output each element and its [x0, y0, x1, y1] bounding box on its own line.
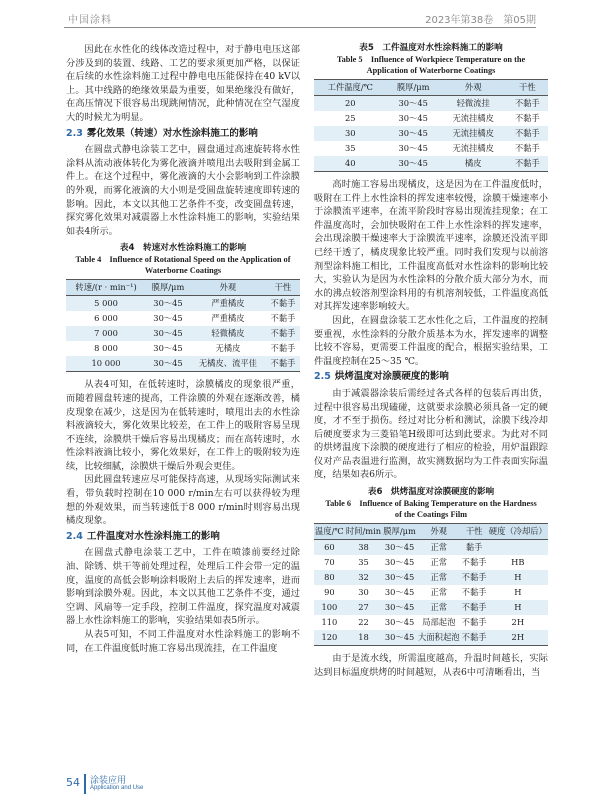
table-cell: 30～45 [398, 143, 428, 153]
paragraph: 由于是流水线，所需温度越高，升温时间越长，实际达到目标温度烘烤的时间越短，从表6中可清晰看出，当 [314, 653, 548, 678]
table-cell: 30～45 [153, 313, 183, 324]
table-cell: 不黏手 [270, 313, 296, 324]
table-cell: 30～45 [384, 587, 415, 598]
table-cell: 80 [314, 570, 345, 585]
table-row [314, 630, 548, 646]
left-column [66, 43, 300, 655]
table-header-cell: 外观 [440, 80, 507, 96]
table-cell: 30～45 [382, 570, 417, 585]
table-cell: 2H [511, 617, 525, 628]
table-row [314, 585, 548, 600]
table-row [66, 311, 300, 326]
table-cell: 8 000 [94, 343, 118, 354]
table-cell: 橘皮 [440, 156, 507, 172]
paragraph: 在圆盘式静电涂装工艺中，圆盘通过高速旋转将水性涂料从流动液体转化为雾化液滴并喷甩出去吸附到金属工件上。在这个过程中，雾化液滴的大小会影响到工件涂膜的外观，而雾化液滴的大小则是受圆盘旋转速度即转速的影响。因此，本文以其他工艺条件不变，改变圆盘转速，探究雾化效果对减震器上水性涂料施工的影响，实验结果如表4所示。 [66, 144, 300, 237]
table-cell: H [488, 600, 548, 615]
table-header-cell: 温度/℃ [314, 524, 345, 540]
table-cell: 35 [345, 143, 356, 153]
table-cell: 90 [324, 587, 335, 598]
table-cell: 7 000 [66, 326, 146, 341]
table-cell: 120 [314, 630, 345, 646]
table-cell: 不黏手 [266, 296, 300, 312]
table-row [314, 111, 548, 126]
table-header-cell: 硬度（冷却后） [488, 524, 548, 540]
table-cell: 不黏手 [266, 326, 300, 341]
table-cell: 不黏手 [461, 600, 488, 615]
table-row [314, 96, 548, 112]
table-cell: 轻微橘皮 [190, 326, 266, 341]
table-caption-cn: 表4 转速对水性涂料施工的影响 [119, 243, 247, 254]
table-cell: 100 [314, 600, 345, 615]
table-cell: 不黏手 [461, 587, 487, 598]
table-cell: 严重橘皮 [190, 296, 266, 312]
section-number: 2.5 [314, 371, 331, 383]
table-cell: 40 [314, 156, 387, 172]
table-cell: 38 [345, 540, 382, 556]
table-4-caption [66, 243, 300, 276]
table-caption-en: of the Coatings Film [394, 510, 468, 520]
table-cell: 18 [345, 630, 382, 646]
table-row [314, 141, 548, 156]
page-header [0, 0, 600, 28]
footer-divider [84, 774, 86, 794]
table-header-cell: 工件温度/℃ [314, 80, 387, 96]
paragraph: 从表5可知，不同工件温度对水性涂料施工的影响不同，在工件温度低时施工容易出现流挂，在工件温度 [66, 629, 300, 654]
table-row [314, 126, 548, 141]
section-title: 工件温度对水性涂料施工的影响 [86, 530, 220, 542]
column-name-cn: 涂装应用 [90, 776, 127, 786]
table-row [314, 156, 548, 172]
table-header-cell: 转速/(r · min⁻¹) [66, 280, 146, 296]
table-cell: 30 [314, 126, 387, 141]
table-header-cell: 时间/min [345, 524, 382, 540]
table-cell: 70 [324, 557, 335, 568]
section-title: 烘烤温度对涂膜硬度的影响 [334, 371, 449, 383]
table-5-caption [314, 43, 548, 76]
table-caption-cn: 表5 工件温度对水性涂料施工的影响 [359, 43, 503, 53]
section-heading-2-4 [66, 530, 300, 544]
table-cell: H [488, 570, 548, 585]
table-cell: 30～45 [146, 356, 190, 372]
table-caption-cn: 表6 烘烤温度对涂膜硬度的影响 [367, 487, 495, 498]
table-cell: 正常 [417, 600, 461, 615]
table-cell: 30～45 [384, 557, 415, 568]
table-cell: 25 [345, 113, 356, 123]
table-6 [314, 523, 548, 646]
table-cell: 黏手 [461, 540, 488, 556]
table-cell: 无流挂橘皮 [440, 126, 507, 141]
table-row [314, 540, 548, 556]
table-cell: 30～45 [398, 113, 428, 123]
table-cell: 正常 [417, 570, 461, 585]
table-header-cell: 膜厚/μm [387, 80, 440, 96]
column-name-en: Application and Use [90, 785, 144, 791]
header-rule [64, 27, 536, 28]
table-row [314, 570, 548, 585]
table-cell: 30～45 [146, 296, 190, 312]
table-5 [314, 79, 548, 172]
table-row [66, 341, 300, 356]
table-cell: 正常 [430, 587, 448, 598]
table-cell: 30 [358, 587, 369, 598]
table-cell: 110 [321, 617, 338, 628]
table-cell: 不黏手 [507, 156, 548, 172]
table-row [66, 356, 300, 372]
table-cell: 30～45 [387, 126, 440, 141]
table-caption-en: Table 6 Influence of Baking Temperature on the Hardness [325, 499, 537, 509]
section-heading-2-5 [314, 370, 548, 384]
table-cell: 无橘皮 [215, 343, 241, 354]
table-row [314, 600, 548, 615]
table-cell: 不黏手 [266, 356, 300, 372]
table-header-cell: 膜厚/μm [146, 280, 190, 296]
table-cell: 不黏手 [514, 113, 540, 123]
table-cell: 不黏手 [507, 126, 548, 141]
table-header-cell: 膜厚/μm [382, 524, 417, 540]
table-header-cell: 干性 [266, 280, 300, 296]
table-header-row [314, 80, 548, 96]
issue-info: 2023年第38卷 第05期 [425, 15, 536, 26]
paragraph: 因此在水性化的线体改造过程中，对于静电电压这部分涉及到的装置、线路、工艺的要求须更加严格，以保证在后续的水性涂料施工过程中静电电压能保持在40 kV以上。其中线路的绝缘效果最为重要，如果绝缘没有做好，在高压情况下很容易出现跳闸情况，此种情况在空气湿度大的时候尤为明显。 [66, 44, 300, 123]
table-row [314, 615, 548, 630]
table-cell: 30～45 [384, 617, 415, 628]
table-cell: 22 [358, 617, 369, 628]
table-cell: 正常 [430, 557, 448, 568]
table-cell: 不黏手 [461, 630, 488, 646]
journal-name: 中国涂料 [68, 15, 112, 26]
table-cell: 不黏手 [514, 143, 540, 153]
table-header-cell: 干性 [507, 80, 548, 96]
table-header-cell: 外观 [417, 524, 461, 540]
table-cell: 无流挂橘皮 [452, 143, 494, 153]
right-column [314, 43, 548, 679]
page-footer [66, 768, 186, 796]
table-cell: 不黏手 [461, 570, 488, 585]
table-cell: 30～45 [382, 630, 417, 646]
table-cell: 不黏手 [270, 343, 296, 354]
table-caption-en: Table 5 Influence of Workpiece Temperature on the [336, 55, 526, 64]
table-cell: 2H [488, 630, 548, 646]
table-row [66, 296, 300, 312]
table-header-row [66, 280, 300, 296]
table-cell: 轻微流挂 [440, 96, 507, 112]
table-cell: 32 [345, 570, 382, 585]
section-title: 雾化效果（转速）对水性涂料施工的影响 [86, 127, 258, 139]
table-cell: 大面积起泡 [417, 630, 461, 646]
table-cell: 无橘皮、流平佳 [190, 356, 266, 372]
paragraph: 在圆盘式静电涂装工艺中，工件在喷漆前要经过除油、除锈、烘干等前处理过程，处理后工件会带一定的温度，温度的高低会影响涂料吸附上去后的挥发速率，进而影响到涂膜外观。因此，本文以其他工艺条件不变，通过空调、风扇等一定手段，控制工件温度，探究温度对减震器上水性涂料施工的影响，实验结果如表5所示。 [66, 547, 300, 627]
paragraph: 因此圆盘转速应尽可能保持高速，从现场实际测试来看，带负载时控制在10 000 r/min左右可以获得较为理想的外观效果，而当转速低于8 000 r/min时则容易出现橘皮现象。 [66, 474, 300, 527]
table-cell: 30～45 [387, 96, 440, 112]
table-cell: 5 000 [66, 296, 146, 312]
table-cell: HB [511, 557, 525, 568]
paragraph: 高时施工容易出现橘皮，这是因为在工件温度低时，吸附在工件上水性涂料的挥发速率较慢，涂膜干燥速率小于涂膜流平速率，在流平阶段时容易出现流挂现象；在工件温度高时，会加快吸附在工件上水性涂料的挥发速率，会出现涂膜干燥速率大于涂膜流平速率，涂膜还没流平即已经干透了，橘皮现象比较严重。同时我们发现与以前溶剂型涂料施工相比，工件温度高低对水性涂料的影响比较大，实验认为是因为水性涂料的分散介质大部分为水，而水的沸点较溶剂型涂料用的有机溶剂较低，工件温度高低对其挥发速率影响较大。 [314, 179, 548, 313]
table-cell: 30～45 [382, 540, 417, 556]
table-header-cell: 干性 [461, 524, 488, 540]
table-4 [66, 279, 300, 372]
table-cell: 正常 [417, 540, 461, 556]
table-header-row [314, 524, 548, 540]
page-number: 54 [66, 776, 80, 789]
table-cell: 20 [314, 96, 387, 112]
table-cell: 不黏手 [507, 96, 548, 112]
table-cell: 无流挂橘皮 [452, 113, 494, 123]
table-cell: 30～45 [382, 600, 417, 615]
table-cell: 27 [345, 600, 382, 615]
section-number: 2.4 [66, 530, 83, 542]
table-cell: 35 [358, 557, 369, 568]
paragraph: 因此，在圆盘涂装工艺水性化之后，工件温度的控制要重视，水性涂料的分散介质基本为水，挥发速率的调整比较不容易，更需要工件温度的配合，根据实验结果，工件温度控制在25～35 ℃。 [314, 314, 548, 367]
table-row [66, 326, 300, 341]
table-cell: H [514, 587, 522, 598]
paragraph: 从表4可知，在低转速时，涂膜橘皮的现象很严重，而随着圆盘转速的提高，工件涂膜的外观在逐渐改善，橘皮现象在减少，这是因为在低转速时，喷甩出去的水性涂料液滴较大，雾化效果比较差，在工件上的吸附容易呈现不连续，涂膜烘干燥后容易出现橘皮；而在高转速时，水性涂料液滴比较小，雾化效果好，在工件上的吸附较为连续，比较细腻，涂膜烘干燥后外观会更佳。 [66, 379, 300, 472]
table-header-cell: 外观 [190, 280, 266, 296]
table-cell: 60 [314, 540, 345, 556]
section-heading-2-3 [66, 127, 300, 141]
table-cell: 局部起泡 [422, 617, 456, 628]
table-row [314, 555, 548, 570]
table-cell: 不黏手 [461, 617, 487, 628]
table-caption-en: Application of Waterborne Coatings [366, 66, 496, 75]
table-cell: 严重橘皮 [211, 313, 245, 324]
table-cell: 10 000 [66, 356, 146, 372]
table-cell: 30～45 [146, 326, 190, 341]
table-cell: 不黏手 [461, 557, 487, 568]
table-cell: 6 000 [94, 313, 118, 324]
table-cell: 30～45 [153, 343, 183, 354]
section-number: 2.3 [66, 127, 83, 139]
table-caption-en: Table 4 Influence of Rotational Speed on the Application of Waterborne Coatings [75, 255, 291, 276]
table-cell: 30～45 [387, 156, 440, 172]
table-cell [488, 540, 548, 556]
table-6-caption [314, 487, 548, 520]
paragraph: 由于减震器涂装后需经过各式各样的包装后再出货，过程中很容易出现磕碰，这就要求涂膜必须具备一定的硬度，才不至于损伤。经过对比分析和测试，涂膜下线冷却后硬度要求为三菱铅笔H级即可达到此要求。为此对不同的烘烤温度下涂膜的硬度进行了相应的检验，用炉温跟踪仪对产品表温进行监测，故实测数据均为工件表面实际温度，结果如表6所示。 [314, 387, 548, 481]
